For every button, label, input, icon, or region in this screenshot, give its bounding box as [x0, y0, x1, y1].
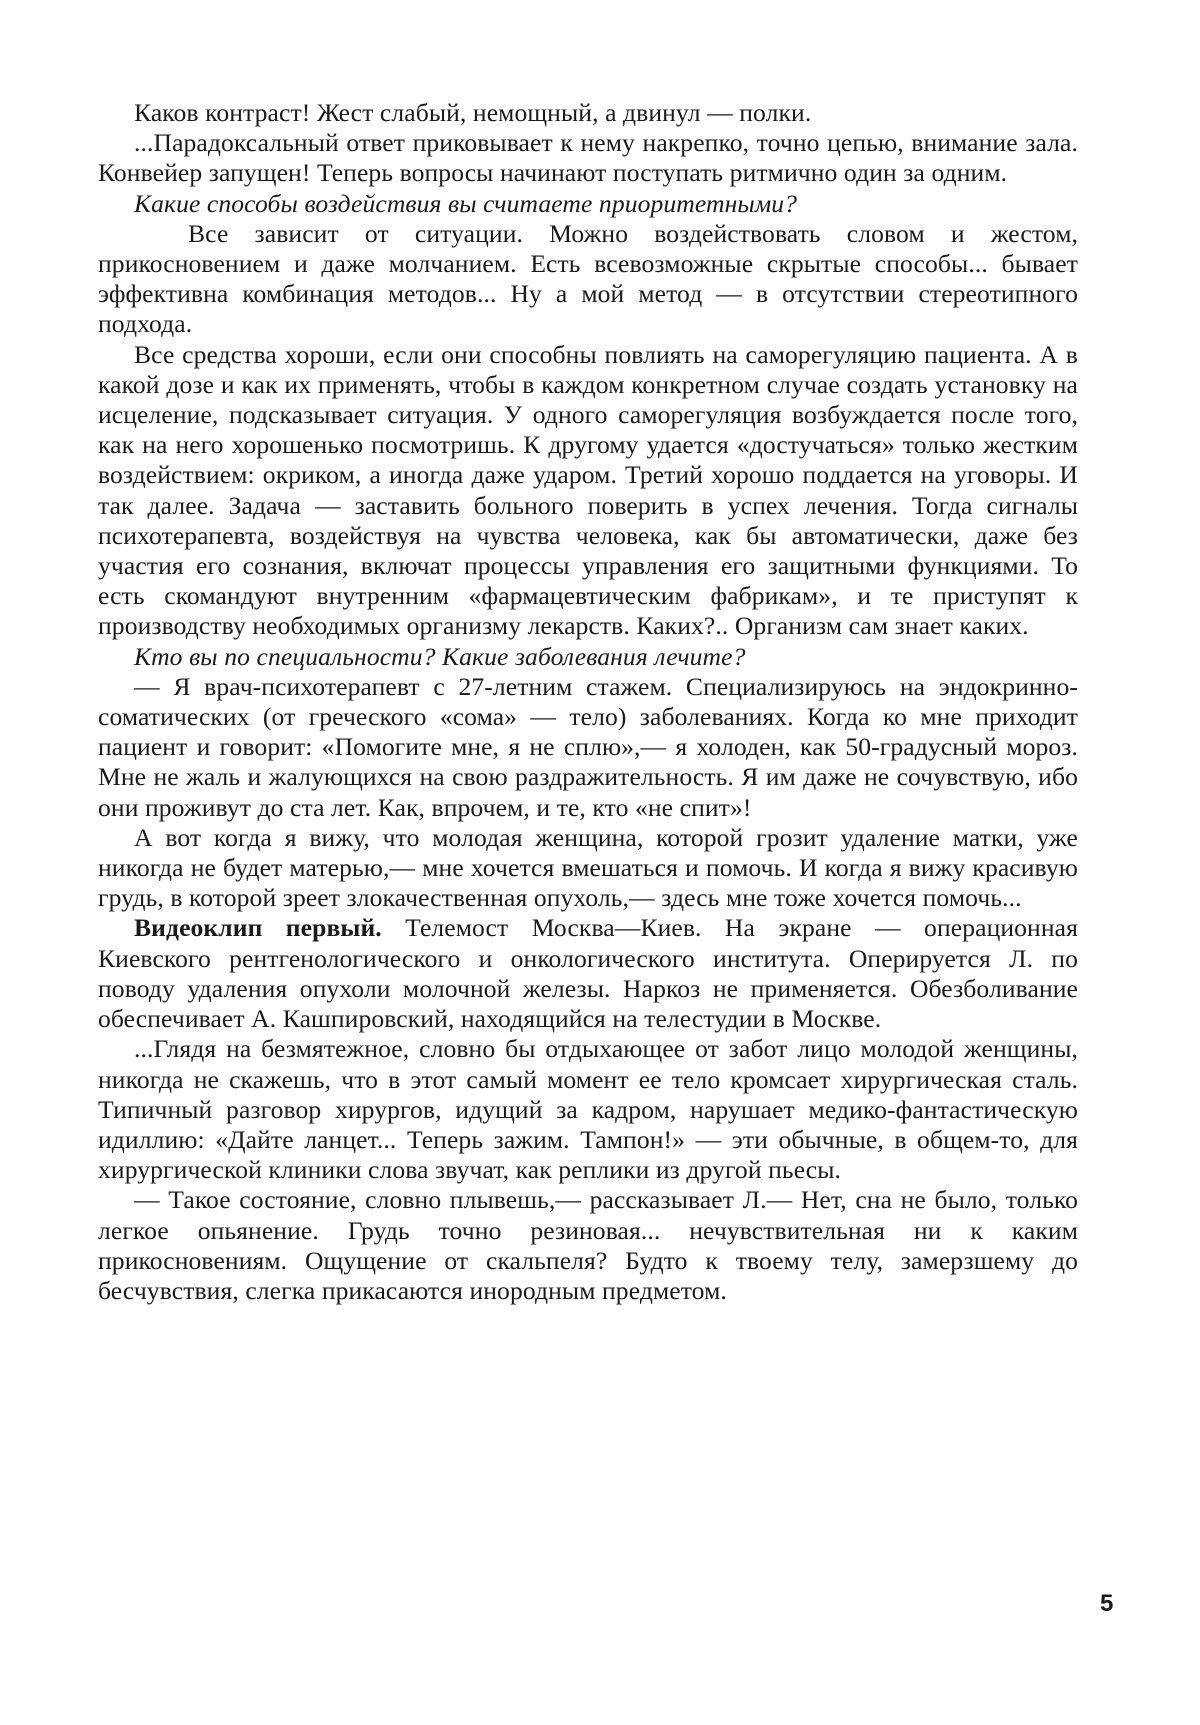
paragraph-2: ...Парадоксальный ответ приковывает к нему накрепко, точно цепью, внимание зала. Конвейер запущен! Теперь вопросы начинают поступать ритмично один за одним.	[98, 128, 1078, 188]
page-number: 5	[1100, 1590, 1114, 1617]
question-2: Кто вы по специальности? Какие заболевания лечите?	[134, 641, 746, 671]
paragraph-9: — Такое состояние, словно плывешь,— рассказывает Л.— Нет, сна не было, только легкое опьянение. Грудь точно резиновая... нечувствительная ни к каким прикосновениям. Ощущение от скальпеля? Будто к твоему телу, замерзшему до бесчувствия, слегка прикасаются инородным предметом.	[98, 1185, 1078, 1305]
paragraph-5: — Я врач-психотерапевт с 27-летним стажем. Специализируюсь на эндокринно-соматических (от греческого «сома» — тело) заболеваниях. Когда ко мне приходит пациент и говорит: «Помогите мне, я не сплю»,— я холоден, как 50-градусный мороз. Мне не жаль и жалующихся на свою раздражительность. Я им даже не сочувствую, ибо они проживут до ста лет. Как, впрочем, и те, кто «не спит»!	[98, 671, 1078, 822]
lead-heading: Видеоклип первый.	[134, 913, 382, 943]
document-page	[98, 98, 1078, 1306]
question-1: Какие способы воздействия вы считаете приоритетными?	[134, 188, 798, 218]
paragraph-8: ...Глядя на безмятежное, словно бы отдыхающее от забот лицо молодой женщины, никогда не скажешь, что в этот самый момент ее тело кромсает хирургическая сталь. Типичный разговор хирургов, идущий за кадром, нарушает медико-фантастическую идиллию: «Дайте ланцет... Теперь зажим. Тампон!» — эти обычные, в общем-то, для хирургической клиники слова звучат, как реплики из другой пьесы.	[98, 1034, 1078, 1185]
paragraph-4: Все средства хороши, если они способны повлиять на саморегуляцию пациента. А в какой дозе и как их применять, чтобы в каждом конкретном случае создать установку на исцеление, подсказывает ситуация. У одного саморегуляция возбуждается после того, как на него хорошенько посмотришь. К другому удается «достучаться» только жестким воздействием: окриком, а иногда даже ударом. Третий хорошо поддается на уговоры. И так далее. Задача — заставить больного поверить в успех лечения. Тогда сигналы психотерапевта, воздействуя на чувства человека, как бы автоматически, даже без участия его сознания, включат процессы управления его защитными функциями. То есть скомандуют внутренним «фармацевтическим фабрикам», и те приступят к производству необходимых организму лекарств. Каких?.. Организм сам знает каких.	[98, 339, 1078, 641]
lead-body: Телемост Москва—Киев. На экране — операционная Киевского рентгенологического и онкологического института. Оперируется Л. по поводу удаления опухоли молочной железы. Наркоз не применяется. Обезболивание обеспечивает А. Кашпировский, находящийся на телестудии в Москве.	[98, 913, 1078, 1034]
paragraph-3: Все зависит от ситуации. Можно воздействовать словом и жестом, прикосновением и даже молчанием. Есть всевозможные скрытые способы... бывает эффективна комбинация методов... Ну а мой метод — в отсутствии стереотипного подхода.	[98, 218, 1078, 339]
paragraph-6: А вот когда я вижу, что молодая женщина, которой грозит удаление матки, уже никогда не будет матерью,— мне хочется вмешаться и помочь. И когда я вижу красивую грудь, в которой зреет злокачественная опухоль,— здесь мне тоже хочется помочь...	[98, 822, 1078, 913]
paragraph-7	[98, 913, 1078, 1034]
paragraph-1: Каков контраст! Жест слабый, немощный, а двинул — полки.	[134, 98, 812, 127]
